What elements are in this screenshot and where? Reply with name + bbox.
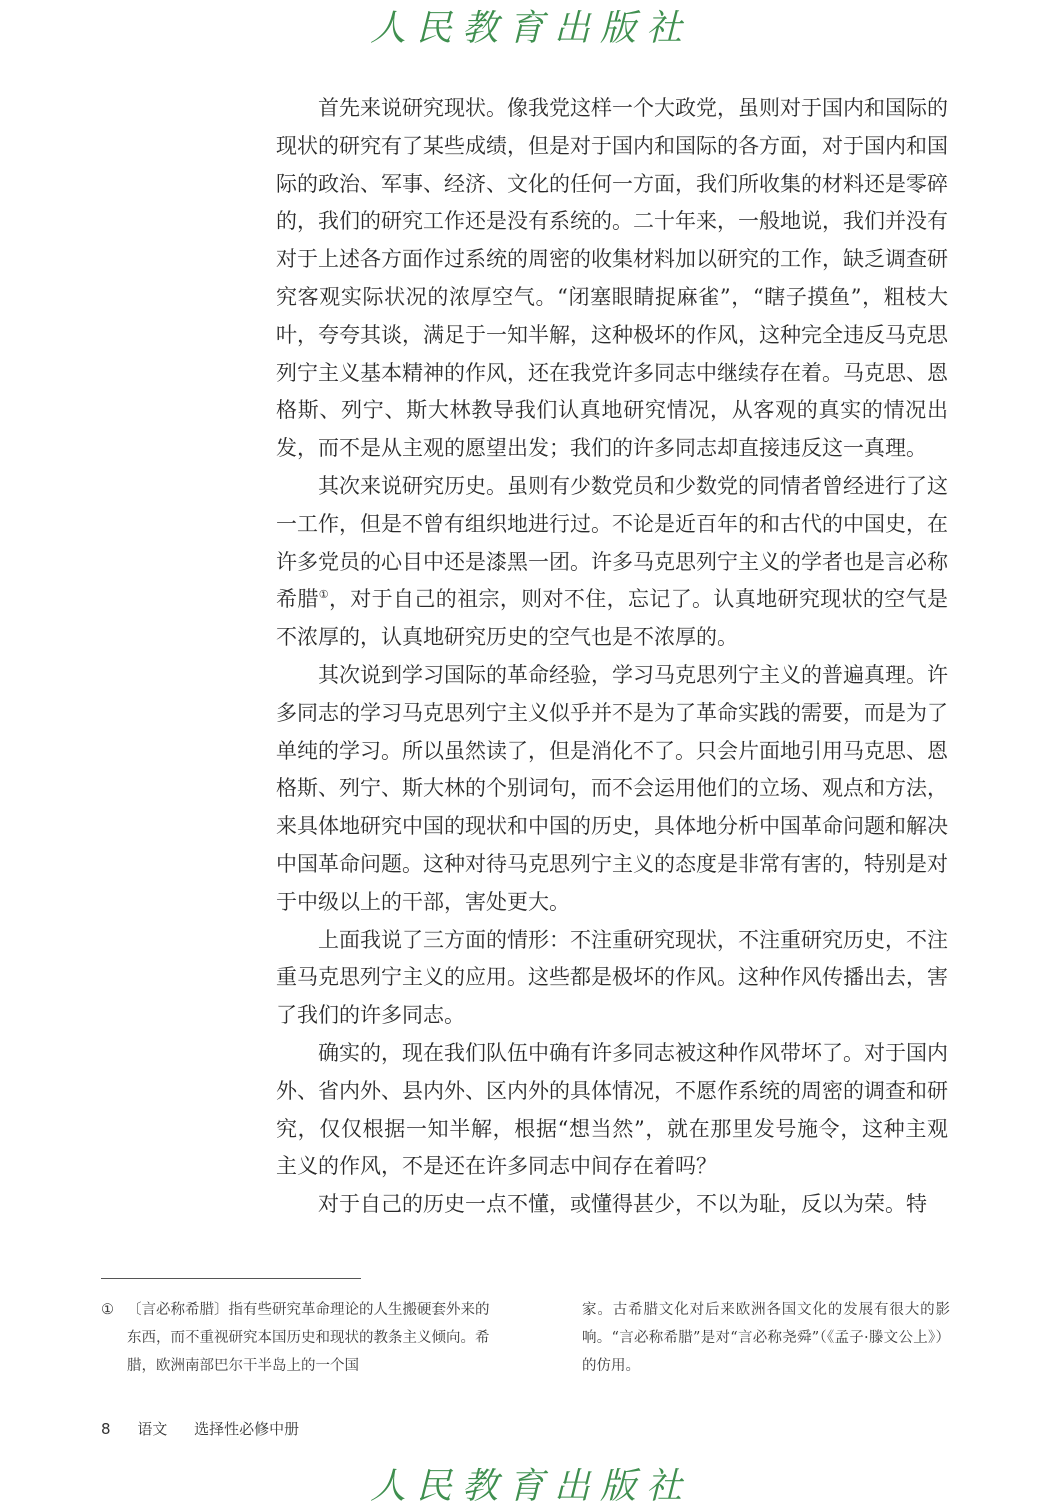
book-title: 选择性必修中册 — [194, 1420, 300, 1438]
publisher-watermark-top: 人民教育出版社 — [369, 8, 692, 49]
paragraph-subjectivism: 确实的，现在我们队伍中确有许多同志被这种作风带坏了。对于国内外、省内外、县内外、区内外的具体情况，不愿作系统的周密的调查和研究，仅仅根据一知半解，根据“想当然”，就在那里发号施令，这种主观主义的作风，不是还在许多同志中间存在着吗？ — [276, 1040, 948, 1179]
main-text — [276, 90, 948, 1224]
paragraph-three-aspects: 上面我说了三方面的情形：不注重研究现状，不注重研究历史，不注重马克思列宁主义的应用。这些都是极坏的作风。这种作风传播出去，害了我们的许多同志。 — [276, 927, 948, 1028]
subject-label: 语文 — [137, 1420, 168, 1438]
page-folio — [101, 1418, 321, 1439]
paragraph-study-experience: 其次说到学习国际的革命经验，学习马克思列宁主义的普遍真理。许多同志的学习马克思列宁主义似乎并不是为了革命实践的需要，而是为了单纯的学习。所以虽然读了，但是消化不了。只会片面地引用马克思、恩格斯、列宁、斯大林的个别词句，而不会运用他们的立场、观点和方法，来具体地研究中国的现状和中国的历史，具体地分析中国革命问题和解决中国革命问题。这种对待马克思列宁主义的态度是非常有害的，特别是对于中级以上的干部，害处更大。 — [276, 662, 948, 914]
paragraph-text: 其次来说研究历史。虽则有少数党员和少数党的同情者曾经进行了这一工作，但是不曾有组织地进行过。不论是近百年的和古代的中国史，在许多党员的心目中还是漆黑一团。许多马克思列宁主义的学者也是言必称希腊 — [276, 473, 948, 612]
paragraph-text: ，对于自己的祖宗，则对不住，忘记了。认真地研究现状的空气是不浓厚的，认真地研究历史的空气也是不浓厚的。 — [276, 587, 948, 650]
paragraph-own-history: 对于自己的历史一点不懂，或懂得甚少，不以为耻，反以为荣。特 — [318, 1192, 927, 1217]
footnote-text-right: 家。古希腊文化对后来欧洲各国文化的发展有很大的影响。“言必称希腊”是对“言必称尧舜”（《孟子·滕文公上》）的仿用。 — [582, 1302, 950, 1374]
footnote-marker: ① — [101, 1302, 114, 1318]
publisher-watermark-bottom: 人民教育出版社 — [369, 1466, 692, 1507]
footnote-divider — [101, 1278, 361, 1279]
paragraph-research-status: 首先来说研究现状。像我党这样一个大政党，虽则对于国内和国际的现状的研究有了某些成绩，但是对于国内和国际的各方面，对于国内和国际的政治、军事、经济、文化的任何一方面，我们所收集的材料还是零碎的，我们的研究工作还是没有系统的。二十年来，一般地说，我们并没有对于上述各方面作过系统的周密的收集材料加以研究的工作，缺乏调查研究客观实际状况的浓厚空气。“闭塞眼睛捉麻雀”，“瞎子摸鱼”，粗枝大叶，夸夸其谈，满足于一知半解，这种极坏的作风，这种完全违反马克思列宁主义基本精神的作风，还在我党许多同志中继续存在着。马克思、恩格斯、列宁、斯大林教导我们认真地研究情况，从客观的真实的情况出发，而不是从主观的愿望出发；我们的许多同志却直接违反这一真理。 — [276, 96, 948, 461]
footnote-reference: ① — [318, 588, 329, 602]
footnote-left-column — [101, 1296, 493, 1380]
footnote-text-left: 〔言必称希腊〕指有些研究革命理论的人生搬硬套外来的东西，而不重视研究本国历史和现状的教条主义倾向。希腊，欧洲南部巴尔干半岛上的一个国 — [127, 1302, 490, 1374]
page-number: 8 — [101, 1420, 111, 1438]
paragraph-research-history — [276, 468, 948, 657]
footnote-right-column — [582, 1296, 950, 1380]
